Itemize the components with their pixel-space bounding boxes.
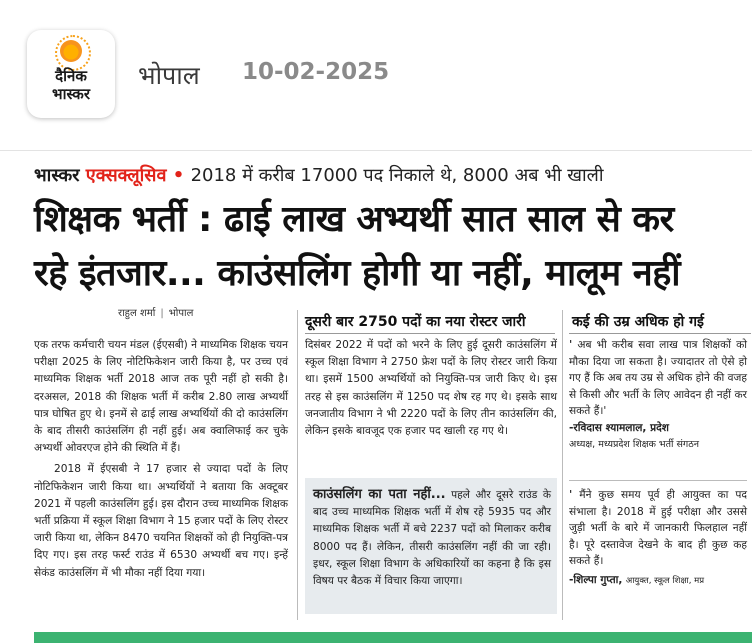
app-header bbox=[0, 0, 752, 140]
headline-line-2: रहे इंतजार... काउंसलिंग होगी या नहीं, मालूम नहीं bbox=[34, 253, 681, 294]
quote-2 bbox=[569, 487, 747, 570]
highlight-box bbox=[305, 478, 557, 614]
article-column-1 bbox=[34, 337, 288, 582]
logo-text-line1: दैनिक bbox=[55, 67, 87, 85]
kicker-bullet: • bbox=[172, 165, 185, 186]
quote-2-name: -शिल्पा गुप्ता, bbox=[569, 573, 623, 586]
kicker-exclusive-label: एक्सक्लूसिव bbox=[85, 165, 167, 186]
byline-separator: | bbox=[160, 308, 164, 319]
article-headline bbox=[34, 193, 752, 301]
byline-place: भोपाल bbox=[168, 308, 194, 319]
quote-1-text: अब भी करीब सवा लाख पात्र शिक्षकों को मौका दिया जा सकता है। ज्यादातर तो ऐसे हो गए हैं कि अब तय उम्र से अधिक होने की वजह से किसी और भर्ती के लिए आवेदन ही नहीं कर सकते हैं।' bbox=[569, 339, 747, 417]
quote-2-attribution bbox=[569, 572, 747, 590]
byline-author: राहुल शर्मा bbox=[118, 308, 156, 319]
column-divider-1 bbox=[297, 310, 298, 620]
quote-mark-icon: ' bbox=[569, 339, 573, 351]
quote-separator bbox=[569, 480, 747, 481]
header-divider bbox=[0, 150, 752, 151]
kicker-subheading: 2018 में करीब 17000 पद निकाले थे, 8000 अब भी खाली bbox=[190, 165, 604, 186]
dainik-bhaskar-logo[interactable] bbox=[27, 30, 115, 118]
quote-mark-icon: ' bbox=[569, 489, 573, 501]
edition-city: भोपाल bbox=[138, 61, 200, 90]
edition-date: 10-02-2025 bbox=[242, 59, 390, 85]
next-article-strip bbox=[34, 632, 752, 643]
article-kicker bbox=[34, 163, 604, 187]
logo-text-line2: भास्कर bbox=[52, 85, 90, 103]
quote-1-role: अध्यक्ष, मध्यप्रदेश शिक्षक भर्ती संगठन bbox=[569, 439, 700, 450]
column-divider-2 bbox=[562, 310, 563, 620]
column-2-heading: दूसरी बार 2750 पदों का नया रोस्टर जारी bbox=[305, 314, 526, 330]
column-2-heading-rule bbox=[305, 333, 555, 334]
highlight-box-body: पहले और दूसरे राउंड के बाद उच्च माध्यमिक शिक्षक भर्ती में शेष रहे 5935 पद और माध्यमिक शिक्षक भर्ती में बचे 2237 पदों को मिलाकर करीब 8000 पद हैं। लेकिन, तीसरी काउंसलिंग नहीं की जा रही। इधर, स्कूल शिक्षा विभाग के अधिकारियों का कहना है कि इस विषय पर बैठक में विचार किया जाएगा। bbox=[313, 489, 552, 588]
quote-2-role: आयुक्त, स्कूल शिक्षा, मप्र bbox=[625, 575, 705, 586]
highlight-box-lead: काउंसलिंग का पता नहीं... bbox=[313, 487, 446, 502]
quote-1-name: -रविदास श्यामलाल, प्रदेश bbox=[569, 421, 669, 434]
column-3-heading-rule bbox=[569, 333, 751, 334]
sun-icon bbox=[60, 40, 82, 62]
column-3-heading: कई की उम्र अधिक हो गई bbox=[572, 314, 704, 330]
highlight-box-text bbox=[313, 486, 551, 590]
paragraph: एक तरफ कर्मचारी चयन मंडल (ईएसबी) ने माध्यमिक शिक्षक चयन परीक्षा 2025 के लिए नोटिफिकेशन जारी किया है, पर उच्च एवं माध्यमिक शिक्षक भर्ती 2018 आज तक पूरी नहीं हो सकी है। दरअसल, 2018 की शिक्षक भर्ती में करीब 2.80 लाख अभ्यर्थी पात्र घोषित हुए थे। इनमें से ढाई लाख अभ्यर्थियों की दो काउंसलिंग के बाद तीसरी काउंसलिंग ही नहीं हुई। अब क्वालिफाई कर चुके अभ्यर्थी ओवरएज होने की स्थिति में हैं। bbox=[34, 339, 288, 455]
byline bbox=[118, 305, 193, 319]
paragraph: 2018 में ईएसबी ने 17 हजार से ज्यादा पदों के लिए नोटिफिकेशन जारी किया था। अभ्यर्थियों ने बताया कि अक्टूबर 2021 में पहली काउंसलिंग हुई। इस दौरान उच्च माध्यमिक शिक्षक भर्ती प्रक्रिया में स्कूल शिक्षा विभाग ने 15 हजार पदों के लिए रोस्टर जारी किया था, लेकिन 8470 चयनित शिक्षकों को ही नियुक्ति-पत्र दिए गए। इस तरह फर्स्ट राउंड में 6530 अभ्यर्थी बच गए। इन्हें सेकंड काउंसलिंग में भी मौका नहीं दिया गया। bbox=[34, 463, 288, 579]
article-column-2 bbox=[305, 337, 557, 440]
headline-line-1: शिक्षक भर्ती : ढाई लाख अभ्यर्थी सात साल से कर bbox=[34, 199, 674, 240]
quote-2-text: मैंने कुछ समय पूर्व ही आयुक्त का पद संभाला है। 2018 में हुई परीक्षा और उससे जुड़ी भर्ती के बारे में जानकारी फिलहाल नहीं है। पूरे दस्तावेज देखने के बाद ही कुछ कह सकते हैं। bbox=[569, 489, 747, 567]
quotes-column bbox=[569, 337, 747, 454]
paragraph: दिसंबर 2022 में पदों को भरने के लिए हुई दूसरी काउंसलिंग में स्कूल शिक्षा विभाग ने 2750 फ्रेश पदों के लिए रोस्टर जारी किया था। इसमें 1500 अभ्यर्थियों को नियुक्ति-पत्र जारी किए थे। इस तरह से इस काउंसलिंग में 1250 पद शेष रह गए थे। इसके साथ जनजातीय विभाग ने भी 2220 पदों के लिए तीन काउंसलिंग की, लेकिन इसके बावजूद एक हजार पद खाली रह गए थे। bbox=[305, 339, 557, 438]
kicker-brand: भास्कर bbox=[34, 165, 80, 186]
quote-1-attribution bbox=[569, 420, 747, 454]
quotes-column-2 bbox=[569, 487, 747, 589]
quote-1 bbox=[569, 337, 747, 420]
